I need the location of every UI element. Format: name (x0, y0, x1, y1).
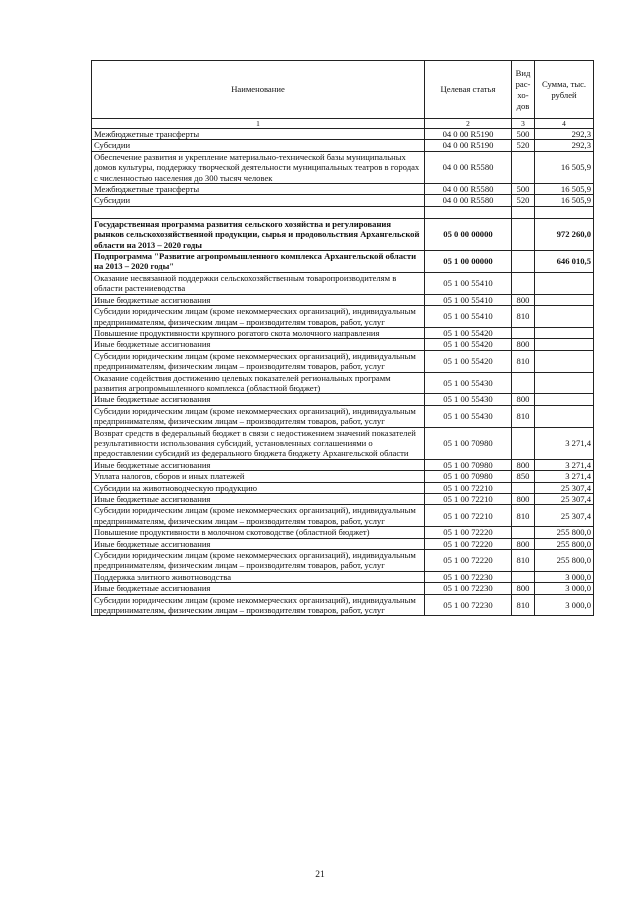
row-name: Субсидии юридическим лицам (кроме некоммерческих организаций), индивидуальным предпринимателям, физическим лицам – производителям товаров, работ, услуг (92, 550, 425, 572)
row-target-article: 05 1 00 00000 (425, 251, 512, 273)
row-name: Иные бюджетные ассигнования (92, 294, 425, 305)
row-expense-type: 800 (512, 294, 535, 305)
row-name: Субсидии (92, 140, 425, 151)
row-amount: 972 260,0 (535, 218, 594, 250)
row-amount: 25 307,4 (535, 505, 594, 527)
row-amount (535, 206, 594, 218)
row-amount: 3 271,4 (535, 427, 594, 459)
row-expense-type: 500 (512, 184, 535, 195)
table-row (92, 195, 594, 206)
row-target-article: 05 1 00 72210 (425, 505, 512, 527)
row-target-article: 05 1 00 72220 (425, 527, 512, 538)
header-type: Вид рас-хо-дов (512, 61, 535, 119)
table-row (92, 129, 594, 140)
row-expense-type: 810 (512, 405, 535, 427)
table-row (92, 251, 594, 273)
row-name: Повышение продуктивности крупного рогатого скота молочного направления (92, 327, 425, 338)
row-expense-type: 800 (512, 339, 535, 350)
row-target-article: 04 0 00 R5190 (425, 129, 512, 140)
table-header-row (92, 61, 594, 119)
row-target-article: 05 0 00 00000 (425, 218, 512, 250)
row-name: Иные бюджетные ассигнования (92, 459, 425, 470)
row-name: Иные бюджетные ассигнования (92, 538, 425, 549)
row-expense-type (512, 272, 535, 294)
table-row (92, 151, 594, 183)
row-expense-type (512, 151, 535, 183)
row-amount: 25 307,4 (535, 482, 594, 493)
row-amount: 3 000,0 (535, 571, 594, 582)
row-expense-type (512, 251, 535, 273)
table-row (92, 538, 594, 549)
row-name (92, 206, 425, 218)
row-name: Оказание несвязанной поддержки сельскохозяйственным товаропроизводителям в области растениеводства (92, 272, 425, 294)
row-amount (535, 405, 594, 427)
row-target-article: 05 1 00 55420 (425, 327, 512, 338)
row-amount: 292,3 (535, 129, 594, 140)
table-row (92, 594, 594, 616)
row-target-article: 05 1 00 55430 (425, 405, 512, 427)
row-target-article: 05 1 00 72210 (425, 494, 512, 505)
row-target-article (425, 206, 512, 218)
header-code: Целевая статья (425, 61, 512, 119)
row-target-article: 05 1 00 72220 (425, 538, 512, 549)
row-amount (535, 350, 594, 372)
row-name: Государственная программа развития сельского хозяйства и регулирования рынков сельскохозяйственной продукции, сырья и продовольствия Архангельской области на 2013 – 2020 годы (92, 218, 425, 250)
table-row (92, 427, 594, 459)
row-amount: 292,3 (535, 140, 594, 151)
row-name: Поддержка элитного животноводства (92, 571, 425, 582)
table-row (92, 294, 594, 305)
row-expense-type: 810 (512, 350, 535, 372)
row-expense-type: 500 (512, 129, 535, 140)
row-expense-type (512, 218, 535, 250)
row-target-article: 05 1 00 55420 (425, 339, 512, 350)
row-expense-type: 800 (512, 459, 535, 470)
row-target-article: 05 1 00 55430 (425, 372, 512, 394)
row-amount (535, 294, 594, 305)
row-amount: 16 505,9 (535, 151, 594, 183)
row-expense-type: 810 (512, 550, 535, 572)
row-name: Субсидии (92, 195, 425, 206)
table-row (92, 550, 594, 572)
row-target-article: 04 0 00 R5580 (425, 195, 512, 206)
column-number: 3 (512, 119, 535, 129)
row-expense-type (512, 206, 535, 218)
row-name: Субсидии юридическим лицам (кроме некоммерческих организаций), индивидуальным предпринимателям, физическим лицам – производителям товаров, работ, услуг (92, 505, 425, 527)
row-name: Иные бюджетные ассигнования (92, 494, 425, 505)
column-number: 2 (425, 119, 512, 129)
table-row (92, 339, 594, 350)
row-name: Иные бюджетные ассигнования (92, 394, 425, 405)
row-target-article: 04 0 00 R5580 (425, 151, 512, 183)
row-expense-type (512, 427, 535, 459)
header-sum: Сумма, тыс. рублей (535, 61, 594, 119)
row-expense-type: 800 (512, 583, 535, 594)
row-name: Субсидии юридическим лицам (кроме некоммерческих организаций), индивидуальным предпринимателям, физическим лицам – производителям товаров, работ, услуг (92, 306, 425, 328)
row-name: Субсидии юридическим лицам (кроме некоммерческих организаций), индивидуальным предпринимателям, физическим лицам – производителям товаров, работ, услуг (92, 350, 425, 372)
row-amount: 255 800,0 (535, 538, 594, 549)
row-expense-type (512, 327, 535, 338)
row-expense-type: 520 (512, 195, 535, 206)
table-row (92, 184, 594, 195)
row-name: Субсидии на животноводческую продукцию (92, 482, 425, 493)
table-row (92, 140, 594, 151)
row-target-article: 05 1 00 72230 (425, 571, 512, 582)
table-row (92, 459, 594, 470)
column-numbers-row (92, 119, 594, 129)
row-amount: 646 010,5 (535, 251, 594, 273)
budget-table (91, 60, 594, 616)
table-row (92, 583, 594, 594)
row-expense-type: 800 (512, 494, 535, 505)
row-expense-type (512, 372, 535, 394)
row-expense-type: 800 (512, 538, 535, 549)
page-number: 21 (315, 870, 325, 880)
row-expense-type: 850 (512, 471, 535, 482)
row-target-article: 05 1 00 55420 (425, 350, 512, 372)
row-name: Оказание содействия достижению целевых показателей региональных программ развития агропромышленного комплекса (областной бюджет) (92, 372, 425, 394)
row-target-article: 05 1 00 70980 (425, 459, 512, 470)
row-amount: 16 505,9 (535, 195, 594, 206)
row-amount: 3 271,4 (535, 471, 594, 482)
row-target-article: 05 1 00 70980 (425, 471, 512, 482)
row-target-article: 05 1 00 72220 (425, 550, 512, 572)
row-target-article: 05 1 00 70980 (425, 427, 512, 459)
row-amount (535, 272, 594, 294)
row-expense-type (512, 527, 535, 538)
row-amount (535, 394, 594, 405)
row-name: Повышение продуктивности в молочном скотоводстве (областной бюджет) (92, 527, 425, 538)
table-row (92, 471, 594, 482)
table-row (92, 306, 594, 328)
row-target-article: 05 1 00 55410 (425, 306, 512, 328)
row-target-article: 04 0 00 R5190 (425, 140, 512, 151)
row-expense-type: 810 (512, 505, 535, 527)
row-target-article: 05 1 00 55410 (425, 272, 512, 294)
row-amount: 3 271,4 (535, 459, 594, 470)
table-row (92, 350, 594, 372)
row-amount: 3 000,0 (535, 583, 594, 594)
row-amount: 25 307,4 (535, 494, 594, 505)
table-row (92, 372, 594, 394)
table-row (92, 206, 594, 218)
row-target-article: 04 0 00 R5580 (425, 184, 512, 195)
row-expense-type: 520 (512, 140, 535, 151)
row-target-article: 05 1 00 55410 (425, 294, 512, 305)
row-name: Субсидии юридическим лицам (кроме некоммерческих организаций), индивидуальным предпринимателям, физическим лицам – производителям товаров, работ, услуг (92, 405, 425, 427)
row-amount (535, 327, 594, 338)
row-name: Уплата налогов, сборов и иных платежей (92, 471, 425, 482)
row-expense-type (512, 482, 535, 493)
row-amount (535, 339, 594, 350)
row-expense-type: 810 (512, 594, 535, 616)
table-row (92, 494, 594, 505)
row-target-article: 05 1 00 72210 (425, 482, 512, 493)
row-amount: 255 800,0 (535, 527, 594, 538)
row-target-article: 05 1 00 72230 (425, 594, 512, 616)
row-name: Обеспечение развития и укрепление материально-технической базы муниципальных домов культуры, поддержку творческой деятельности муниципальных театров в городах с численностью населения до 300 тысяч человек (92, 151, 425, 183)
table-row (92, 327, 594, 338)
table-body (92, 129, 594, 616)
row-name: Подпрограмма "Развитие агропромышленного комплекса Архангельской области на 2013 – 2020 годы" (92, 251, 425, 273)
table-row (92, 394, 594, 405)
row-name: Иные бюджетные ассигнования (92, 339, 425, 350)
row-target-article: 05 1 00 72230 (425, 583, 512, 594)
table-row (92, 571, 594, 582)
row-target-article: 05 1 00 55430 (425, 394, 512, 405)
row-name: Межбюджетные трансферты (92, 184, 425, 195)
row-expense-type: 800 (512, 394, 535, 405)
column-number: 4 (535, 119, 594, 129)
row-name: Возврат средств в федеральный бюджет в связи с недостижением значений показателей результативности использования субсидий, установленных соглашениями о предоставлении субсидий из федерального бюджета бюджету Архангельской области (92, 427, 425, 459)
row-name: Субсидии юридическим лицам (кроме некоммерческих организаций), индивидуальным предпринимателям, физическим лицам – производителям товаров, работ, услуг (92, 594, 425, 616)
row-name: Межбюджетные трансферты (92, 129, 425, 140)
table-row (92, 405, 594, 427)
table-row (92, 482, 594, 493)
table-row (92, 218, 594, 250)
row-expense-type (512, 571, 535, 582)
row-amount (535, 306, 594, 328)
column-number: 1 (92, 119, 425, 129)
row-expense-type: 810 (512, 306, 535, 328)
row-amount: 255 800,0 (535, 550, 594, 572)
header-name: Наименование (92, 61, 425, 119)
row-amount: 16 505,9 (535, 184, 594, 195)
row-amount (535, 372, 594, 394)
table-row (92, 272, 594, 294)
table-row (92, 527, 594, 538)
row-name: Иные бюджетные ассигнования (92, 583, 425, 594)
row-amount: 3 000,0 (535, 594, 594, 616)
table-row (92, 505, 594, 527)
